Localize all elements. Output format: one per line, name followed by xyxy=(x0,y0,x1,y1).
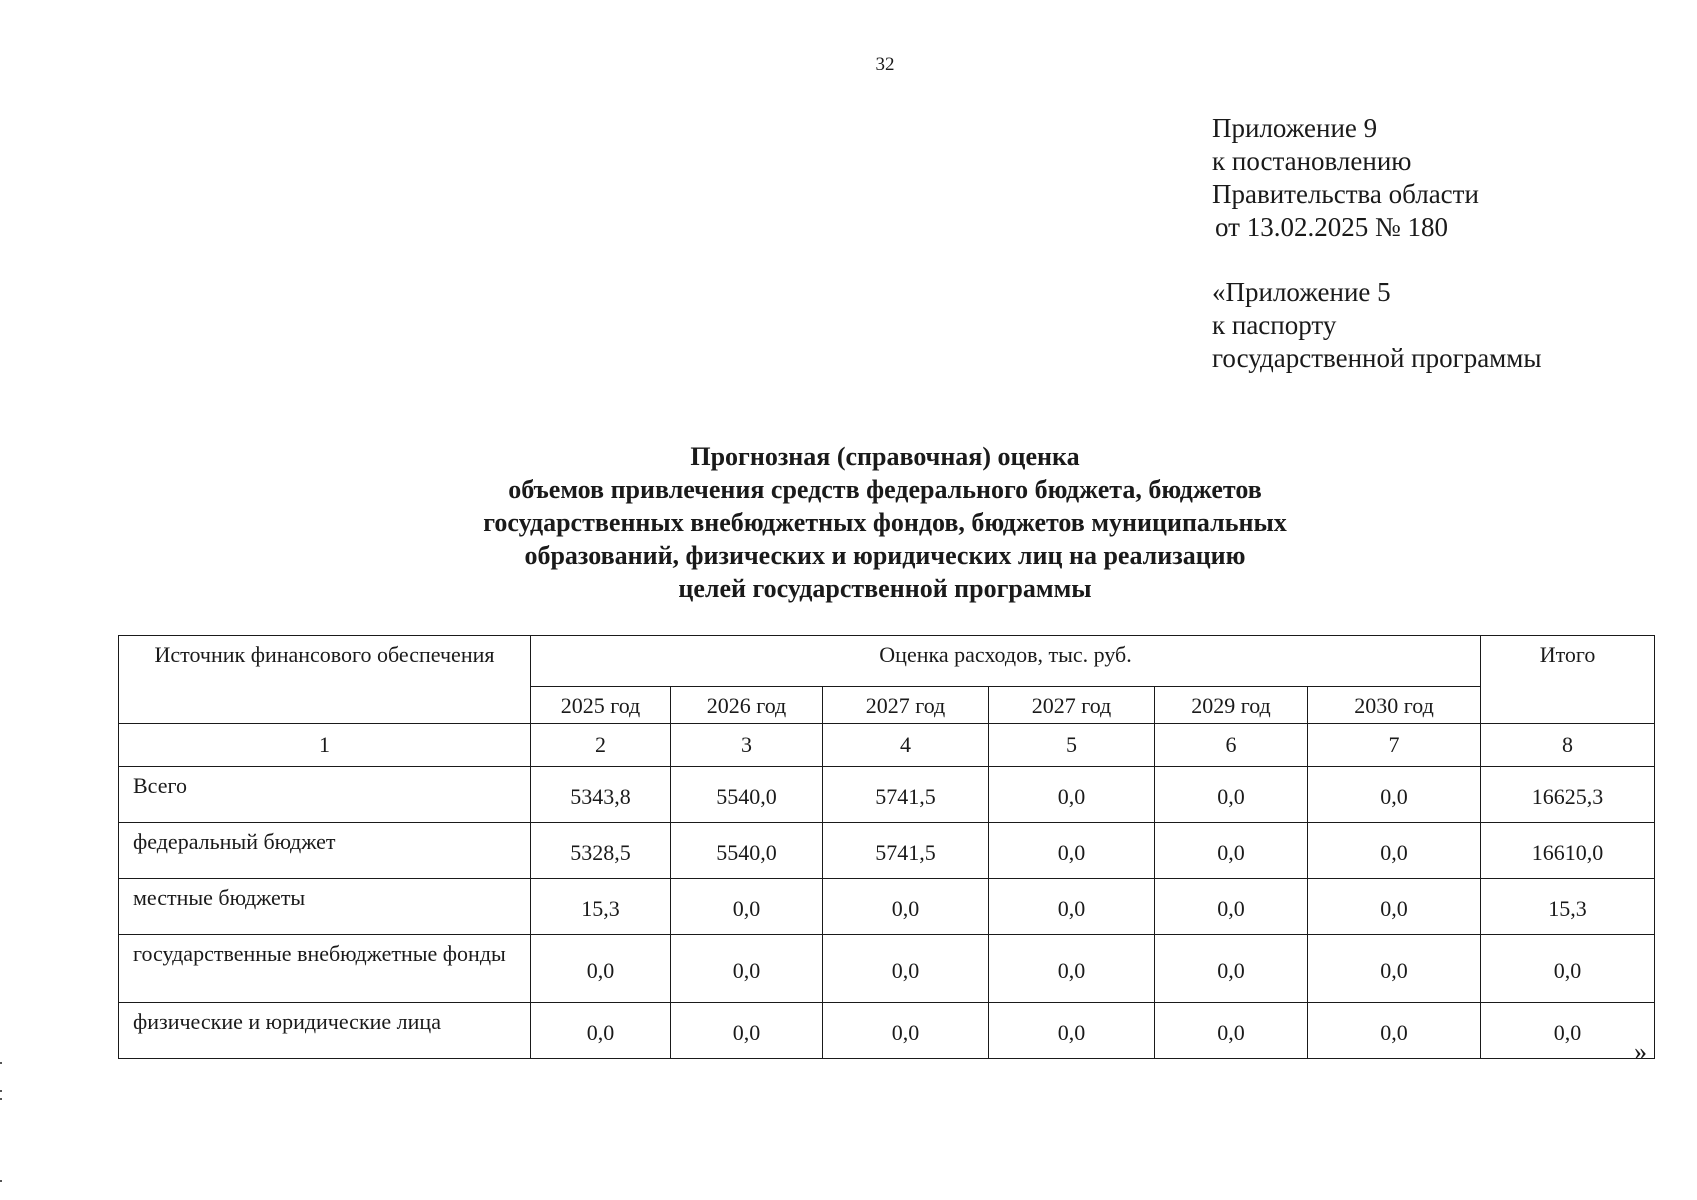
cell-value: 0,0 xyxy=(1308,823,1481,879)
cell-value: 0,0 xyxy=(531,935,671,1003)
table-row xyxy=(119,767,1655,823)
title-line: целей государственной программы xyxy=(678,574,1092,603)
cell-value: 0,0 xyxy=(1155,879,1308,935)
cell-value: 0,0 xyxy=(989,879,1155,935)
cell-value: 0,0 xyxy=(989,1003,1155,1059)
cell-value: 5343,8 xyxy=(531,767,671,823)
table-row xyxy=(119,1003,1655,1059)
column-number: 8 xyxy=(1481,724,1655,767)
approval-line: Приложение 9 xyxy=(1212,113,1378,143)
approval-block xyxy=(1212,112,1542,375)
appendix-line: государственной программы xyxy=(1212,343,1542,373)
column-number: 2 xyxy=(531,724,671,767)
cell-total: 16625,3 xyxy=(1481,767,1655,823)
header-source: Источник финансового обеспечения xyxy=(119,636,531,724)
title-line: объемов привлечения средств федерального бюджета, бюджетов xyxy=(508,475,1262,504)
financing-table xyxy=(118,635,1655,1059)
title-line: образований, физических и юридических лиц на реализацию xyxy=(524,541,1246,570)
column-number: 6 xyxy=(1155,724,1308,767)
row-label: федеральный бюджет xyxy=(119,823,531,879)
table-row xyxy=(119,935,1655,1003)
scan-mark xyxy=(0,1062,2,1064)
closing-quote: » xyxy=(1634,1037,1647,1066)
scan-mark xyxy=(0,1090,2,1092)
cell-value: 0,0 xyxy=(989,823,1155,879)
cell-value: 0,0 xyxy=(1308,879,1481,935)
cell-value: 5741,5 xyxy=(823,823,989,879)
cell-value: 0,0 xyxy=(671,935,823,1003)
approval-line: к постановлению xyxy=(1212,146,1412,176)
appendix-line: «Приложение 5 xyxy=(1212,277,1391,307)
cell-value: 0,0 xyxy=(823,935,989,1003)
column-number-row xyxy=(119,724,1655,767)
row-label: физические и юридические лица xyxy=(119,1003,531,1059)
cell-value: 0,0 xyxy=(1308,1003,1481,1059)
row-label: местные бюджеты xyxy=(119,879,531,935)
column-number: 5 xyxy=(989,724,1155,767)
header-year: 2025 год xyxy=(531,687,671,724)
cell-value: 0,0 xyxy=(989,767,1155,823)
cell-value: 0,0 xyxy=(823,1003,989,1059)
cell-value: 0,0 xyxy=(823,879,989,935)
cell-value: 0,0 xyxy=(671,1003,823,1059)
column-number: 7 xyxy=(1308,724,1481,767)
cell-total: 0,0 xyxy=(1481,935,1655,1003)
header-total: Итого xyxy=(1481,636,1655,724)
header-estimate: Оценка расходов, тыс. руб. xyxy=(531,636,1481,687)
cell-value: 0,0 xyxy=(671,879,823,935)
header-year: 2029 год xyxy=(1155,687,1308,724)
title-line: Прогнозная (справочная) оценка xyxy=(690,442,1080,471)
header-year: 2027 год xyxy=(989,687,1155,724)
cell-value: 0,0 xyxy=(1155,1003,1308,1059)
approval-line: Правительства области xyxy=(1212,179,1479,209)
cell-value: 5540,0 xyxy=(671,823,823,879)
column-number: 4 xyxy=(823,724,989,767)
cell-value: 0,0 xyxy=(1308,767,1481,823)
header-year: 2030 год xyxy=(1308,687,1481,724)
cell-value: 0,0 xyxy=(1308,935,1481,1003)
cell-total: 15,3 xyxy=(1481,879,1655,935)
table-row xyxy=(119,879,1655,935)
header-year: 2027 год xyxy=(823,687,989,724)
scan-mark xyxy=(0,1180,2,1182)
appendix-line: к паспорту xyxy=(1212,310,1337,340)
row-label: государственные внебюджетные фонды xyxy=(119,935,531,1003)
cell-value: 15,3 xyxy=(531,879,671,935)
cell-value: 0,0 xyxy=(989,935,1155,1003)
cell-total: 0,0 xyxy=(1481,1003,1655,1059)
scan-mark xyxy=(0,1098,2,1100)
cell-total: 16610,0 xyxy=(1481,823,1655,879)
cell-value: 0,0 xyxy=(1155,767,1308,823)
cell-value: 5328,5 xyxy=(531,823,671,879)
cell-value: 0,0 xyxy=(1155,935,1308,1003)
approval-date-line: от 13.02.2025 № 180 xyxy=(1215,212,1448,242)
title-line: государственных внебюджетных фондов, бюджетов муниципальных xyxy=(483,508,1287,537)
row-label: Всего xyxy=(119,767,531,823)
header-year: 2026 год xyxy=(671,687,823,724)
document-title xyxy=(0,440,1697,605)
page-number: 32 xyxy=(875,54,895,75)
cell-value: 0,0 xyxy=(1155,823,1308,879)
cell-value: 5540,0 xyxy=(671,767,823,823)
cell-value: 0,0 xyxy=(531,1003,671,1059)
column-number: 3 xyxy=(671,724,823,767)
cell-value: 5741,5 xyxy=(823,767,989,823)
table-row xyxy=(119,823,1655,879)
column-number: 1 xyxy=(119,724,531,767)
